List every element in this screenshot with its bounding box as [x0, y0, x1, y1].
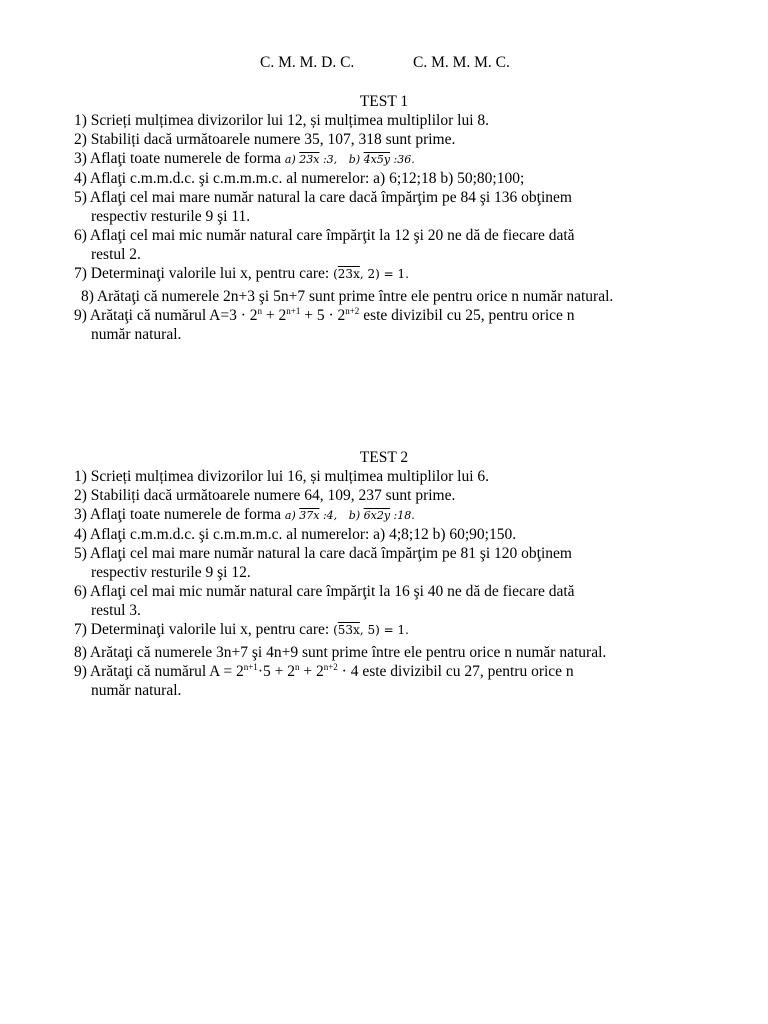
test1-exercises	[74, 111, 754, 344]
test1-exercise-7	[74, 264, 754, 284]
test1-title: TEST 1	[359, 93, 409, 110]
exercise-text: 3) Aflaţi toate numerele de forma	[74, 150, 282, 167]
header-lcm: C. M. M. M. C.	[413, 54, 510, 71]
test1-exercise-3	[74, 149, 754, 169]
math-expression-a: a) 23x :3,	[284, 153, 338, 166]
test2-exercise-6-cont: restul 3.	[91, 602, 141, 619]
test2-exercise-8: 8) Arătaţi că numerele 3n+7 şi 4n+9 sunt prime între ele pentru orice n număr natural.	[74, 644, 607, 661]
test2-exercises	[74, 467, 754, 700]
test2-exercise-9-cont: număr natural.	[91, 682, 182, 699]
test2-exercise-3	[74, 505, 754, 525]
math-expression-b: b) 6x2y :18.	[348, 509, 415, 522]
exercise-text: 7) Determinaţi valorile lui x, pentru care:	[74, 265, 330, 282]
test2-title: TEST 2	[359, 449, 409, 466]
test1-exercise-1: 1) Scrieți mulțimea divizorilor lui 12, și mulțimea multiplilor lui 8.	[74, 112, 490, 129]
test1-exercise-4: 4) Aflaţi c.m.m.d.c. şi c.m.m.m.c. al numerelor: a) 6;12;18 b) 50;80;100;	[74, 170, 525, 187]
test2-exercise-2: 2) Stabiliți dacă următoarele numere 64, 109, 237 sunt prime.	[74, 487, 456, 504]
page-header	[0, 53, 768, 73]
test1-exercise-5: 5) Aflaţi cel mai mare număr natural la care dacă împărţim pe 84 şi 136 obţinem	[74, 189, 572, 206]
gcd-expression: (53x, 5) = 1.	[333, 623, 409, 637]
test1-exercise-8: 8) Arătaţi că numerele 2n+3 şi 5n+7 sunt prime între ele pentru orice n număr natural.	[81, 288, 614, 305]
test2-exercise-5: 5) Aflaţi cel mai mare număr natural la care dacă împărţim pe 81 şi 120 obţinem	[74, 545, 572, 562]
test1-exercise-2: 2) Stabiliți dacă următoarele numere 35, 107, 318 sunt prime.	[74, 131, 456, 148]
test1-exercise-6-cont: restul 2.	[91, 246, 141, 263]
exercise-text: 7) Determinaţi valorile lui x, pentru care:	[74, 621, 330, 638]
test2-exercise-1: 1) Scrieți mulțimea divizorilor lui 16, și mulțimea multiplilor lui 6.	[74, 468, 490, 485]
exercise-text: 3) Aflaţi toate numerele de forma	[74, 506, 282, 523]
test1-exercise-5-cont: respectiv resturile 9 şi 11.	[91, 208, 251, 225]
test2-exercise-6: 6) Aflaţi cel mai mic număr natural care împărţit la 16 şi 40 ne dă de fiecare dată	[74, 583, 575, 600]
math-expression-b: b) 4x5y :36.	[348, 153, 415, 166]
test1-exercise-9-cont: număr natural.	[91, 326, 182, 343]
test2-exercise-7	[74, 620, 754, 640]
test2-exercise-4: 4) Aflaţi c.m.m.d.c. şi c.m.m.m.c. al numerelor: a) 4;8;12 b) 60;90;150.	[74, 526, 517, 543]
header-gcd: C. M. M. D. C.	[260, 54, 355, 71]
test1-exercise-6: 6) Aflaţi cel mai mic număr natural care împărţit la 12 şi 20 ne dă de fiecare dată	[74, 227, 575, 244]
test1-exercise-9: 9) Arătaţi că numărul $A=3 \cdot 2^n + 2^{n+1} + 5 \cdot 2^{n+2}$ este divizibil cu 25, pentru orice n	[74, 305, 575, 324]
test2-exercise-5-cont: respectiv resturile 9 şi 12.	[91, 564, 251, 581]
math-expression-a: a) 37x :4,	[284, 509, 338, 522]
gcd-expression: (23x, 2) = 1.	[333, 267, 409, 281]
test2-exercise-9: 9) Arătaţi că numărul $A = 2^{n+1}\cdot 5 + 2^n + 2^{n+2} \cdot 4$ este divizibil cu 27, pentru orice n	[74, 661, 574, 680]
